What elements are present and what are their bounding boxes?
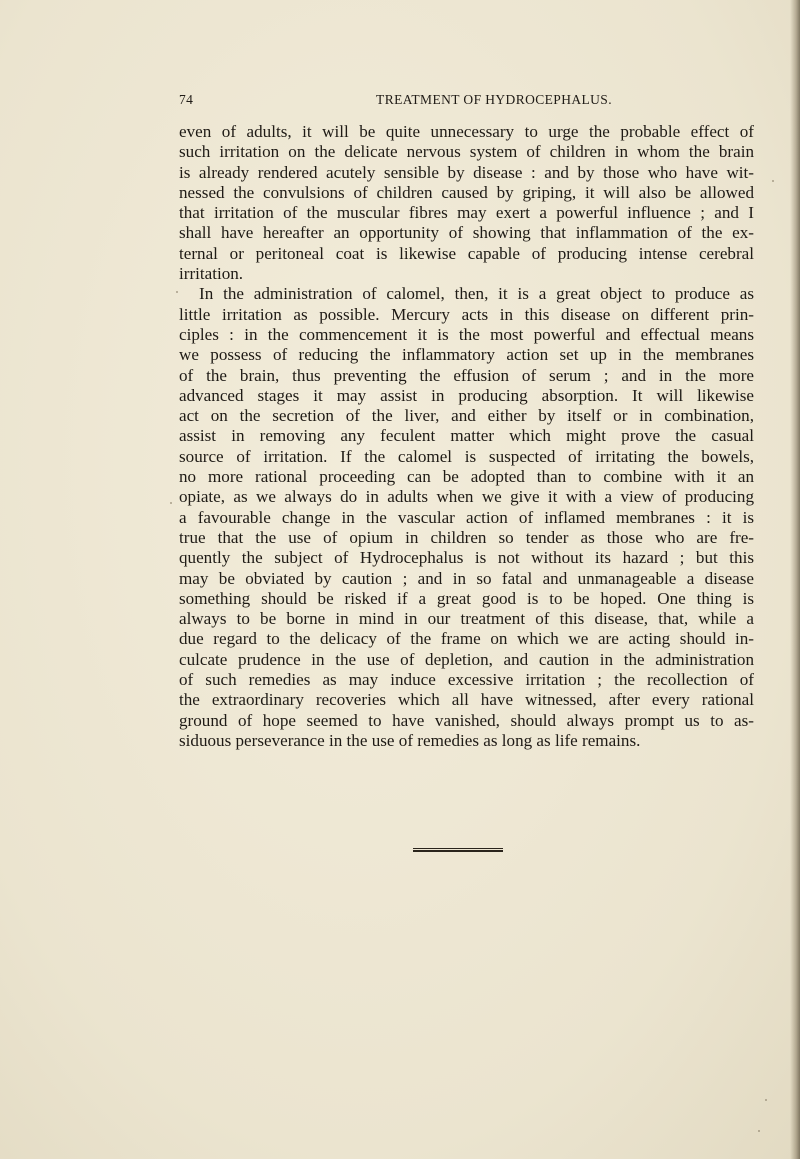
text-line: assist in removing any feculent matter which might prove the casual	[179, 426, 754, 446]
text-line: always to be borne in mind in our treatment of this disease, that, while a	[179, 609, 754, 629]
text-line: ternal or peritoneal coat is likewise capable of producing intense cerebral	[179, 243, 754, 263]
text-line: shall have hereafter an opportunity of showing that inflammation of the ex-	[179, 223, 754, 243]
text-line: of such remedies as may induce excessive irritation ; the recollection of	[179, 670, 754, 690]
text-line: In the administration of calomel, then, it is a great object to produce as	[199, 284, 754, 304]
text-line: advanced stages it may assist in producing absorption. It will likewise	[179, 385, 754, 405]
text-line: no more rational proceeding can be adopted than to combine with it an	[179, 467, 754, 487]
text-line: ground of hope seemed to have vanished, should always prompt us to as-	[179, 710, 754, 730]
page-edge-shadow	[790, 0, 800, 1159]
text-line: a favourable change in the vascular action of inflamed membranes : it is	[179, 507, 754, 527]
running-title: TREATMENT OF HYDROCEPHALUS.	[376, 92, 612, 107]
text-line: source of irritation. If the calomel is suspected of irritating the bowels,	[179, 446, 754, 466]
paper-speck	[758, 1130, 760, 1132]
text-line: is already rendered acutely sensible by disease : and by those who have wit-	[179, 162, 754, 182]
text-line: of the brain, thus preventing the effusion of serum ; and in the more	[179, 365, 754, 385]
page-number: 74	[179, 92, 194, 107]
text-line: the extraordinary recoveries which all have witnessed, after every rational	[179, 690, 754, 710]
text-line: that irritation of the muscular fibres may exert a powerful influence ; and I	[179, 203, 754, 223]
text-line: due regard to the delicacy of the frame on which we are acting should in-	[179, 629, 754, 649]
text-line: something should be risked if a great good is to be hoped. One thing is	[179, 588, 754, 608]
paper-speck	[170, 502, 172, 504]
paper-speck	[772, 180, 774, 182]
section-end-rule	[413, 848, 503, 852]
text-line: true that the use of opium in children so tender as those who are fre-	[179, 527, 754, 547]
text-line: little irritation as possible. Mercury acts in this disease on different prin-	[179, 304, 754, 324]
text-line: siduous perseverance in the use of remedies as long as life remains.	[179, 730, 641, 750]
text-line: act on the secretion of the liver, and either by itself or in combination,	[179, 406, 754, 426]
paper-speck	[176, 291, 178, 293]
rule-thin-line	[413, 848, 503, 849]
text-line: may be obviated by caution ; and in so fatal and unmanageable a disease	[179, 568, 754, 588]
running-head	[179, 92, 612, 112]
text-line: quently the subject of Hydrocephalus is not without its hazard ; but this	[179, 548, 754, 568]
text-line: nessed the convulsions of children caused by griping, it will also be allowed	[179, 182, 754, 202]
text-line: irritation.	[179, 264, 244, 284]
text-line: even of adults, it will be quite unnecessary to urge the probable effect of	[179, 122, 754, 141]
text-line: culcate prudence in the use of depletion, and caution in the administration	[179, 649, 754, 669]
text-line: we possess of reducing the inflammatory action set up in the membranes	[179, 345, 754, 365]
body-text	[179, 122, 754, 751]
text-line: such irritation on the delicate nervous system of children in whom the brain	[179, 142, 754, 162]
text-line: ciples : in the commencement it is the most powerful and effectual means	[179, 324, 754, 344]
text-line: opiate, as we always do in adults when we give it with a view of producing	[179, 487, 754, 507]
rule-thick-line	[413, 850, 503, 852]
paper-speck	[765, 1099, 767, 1101]
